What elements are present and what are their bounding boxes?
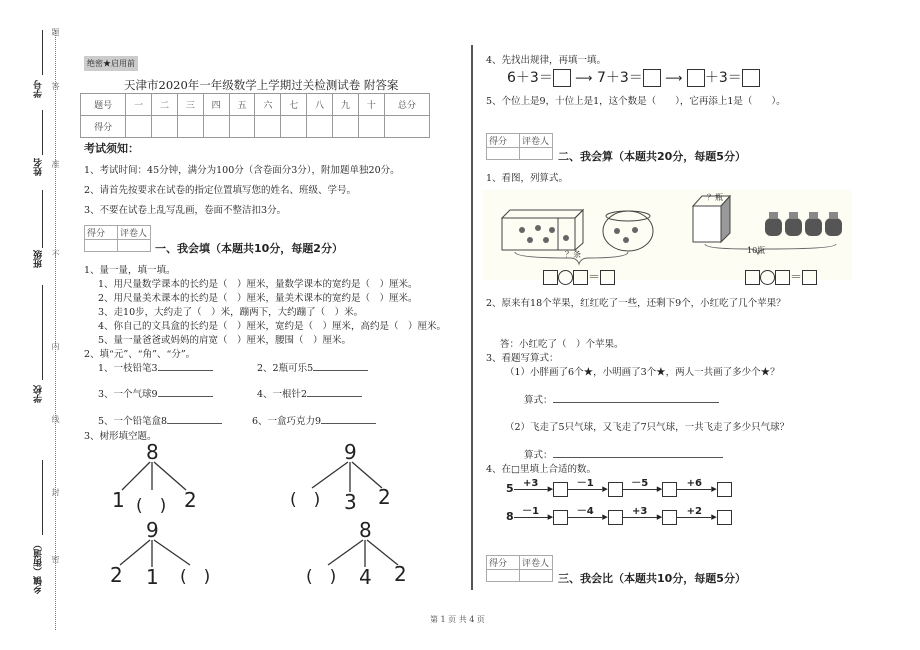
tree-node: 2 <box>184 488 197 512</box>
formula-line[interactable]: 算式： <box>524 392 719 406</box>
field-name-label: 姓名 <box>34 158 44 176</box>
page-title: 天津市2020年一年级数学上学期过关检测试卷 附答案 <box>124 78 399 92</box>
answer-box[interactable] <box>643 69 661 87</box>
tree-node: 8 <box>359 518 372 542</box>
table-cell: 五 <box>229 94 255 116</box>
grader-reviewer-cell <box>520 570 553 582</box>
formula-line[interactable]: 算式： <box>524 447 723 461</box>
equation-blank[interactable]: ＝ <box>745 268 817 285</box>
tree-node: 3 <box>344 490 357 514</box>
grader-reviewer-label: 评卷人 <box>520 556 553 570</box>
tree-node: 4 <box>359 565 372 589</box>
fill-item: 5、一个铅笔盒8 <box>98 413 222 427</box>
field-school-label: 学校 <box>34 385 44 403</box>
question-text: 2、原来有18个苹果，红红吃了一些，还剩下9个，小红吃了几个苹果？ <box>486 298 786 309</box>
table-cell: 二 <box>152 94 178 116</box>
question-text: 3、树形填空题。 <box>84 431 157 442</box>
picture-label: 10瓶 <box>747 246 766 255</box>
seal-char: 准 <box>51 160 60 168</box>
question-item: 4、你自己的文具盒的长约是（ ）厘米，宽约是（ ）厘米，高约是（ ）厘米。 <box>98 321 447 332</box>
tree-blank[interactable]: ( ) <box>290 490 321 510</box>
question-item: （1）小胖画了6个★，小明画了3个★，两人一共画了多少个★？ <box>505 367 780 378</box>
equation-blank[interactable]: ＝ <box>543 268 615 285</box>
tree-blank[interactable]: ( ) <box>180 567 211 587</box>
answer-box[interactable] <box>742 69 760 87</box>
tree-node: 9 <box>344 440 357 464</box>
seal-char: 内 <box>51 342 60 350</box>
section-3-title: 三、我会比（本题共10分，每题5分） <box>558 572 746 585</box>
question-text: 4、先找出规律，再填一填。 <box>486 55 607 66</box>
confidential-badge: 绝密★启用前 <box>84 56 138 71</box>
table-cell: 九 <box>332 94 358 116</box>
table-cell: 八 <box>307 94 333 116</box>
tree-node: 2 <box>110 563 123 587</box>
table-cell: 十 <box>358 94 384 116</box>
number-chain-2: 8 －1 ▸ －4 ▸ +3 ▸ +2 ▸ <box>506 508 732 525</box>
notice-heading: 考试须知： <box>84 142 139 155</box>
tree-node: 1 <box>146 565 159 589</box>
table-cell: 三 <box>177 94 203 116</box>
answer-text: 答：小红吃了（ ）个苹果。 <box>500 339 624 350</box>
table-cell: 总分 <box>384 94 429 116</box>
question-text: 1、看图，列算式。 <box>486 173 569 184</box>
question-text: 3、看题写算式： <box>486 353 559 364</box>
tree-node: 9 <box>146 518 159 542</box>
question-item: 5、量一量爸爸或妈妈的肩宽（ ）厘米，腰围（ ）厘米。 <box>98 335 352 346</box>
grader-reviewer-cell <box>520 148 553 160</box>
question-text: 5、个位上是9，十位上是1，这个数是（ ），它再添上1是（ ）。 <box>486 96 786 107</box>
fill-item: 3、一个气球9 <box>98 386 213 400</box>
grader-score-cell <box>487 570 520 582</box>
table-cell: 题号 <box>81 94 126 116</box>
section-2-title: 二、我会算（本题共20分，每题5分） <box>558 150 746 163</box>
field-town-label: 乡镇（街道） <box>34 540 44 594</box>
seal-char: 线 <box>51 415 60 423</box>
notice-item: 2、请首先按要求在试卷的指定位置填写您的姓名、班级、学号。 <box>84 185 357 196</box>
seal-char: 不 <box>51 250 60 258</box>
answer-box[interactable] <box>687 69 705 87</box>
question-text: 2、填“元”、“角”、“分”。 <box>84 349 196 360</box>
question-item: 2、用尺量美术课本的长约是（ ）厘米，量美术课本的宽约是（ ）厘米。 <box>98 293 418 304</box>
grader-reviewer-label: 评卷人 <box>118 226 151 240</box>
table-cell: 七 <box>281 94 307 116</box>
question-text: 1、量一量，填一填。 <box>84 265 176 276</box>
tree-blank[interactable]: ( ) <box>306 567 337 587</box>
grader-box <box>486 555 553 582</box>
column-divider <box>471 45 473 590</box>
seal-char: 封 <box>51 488 60 496</box>
table-cell: 六 <box>255 94 281 116</box>
tree-node: 1 <box>112 488 125 512</box>
table-cell: 四 <box>203 94 229 116</box>
grader-box <box>486 133 553 160</box>
question-text: 4、在□里填上合适的数。 <box>486 464 597 475</box>
field-class-label: 班级 <box>34 250 44 268</box>
tree-blank[interactable]: ( ) <box>136 496 167 516</box>
notice-item: 1、考试时间：45分钟，满分为100分（含卷面分3分），附加题单独20分。 <box>84 165 400 176</box>
picture-label: ？条 <box>565 250 581 259</box>
tree-node: 2 <box>394 562 407 586</box>
question-item: 3、走10步，大约走了（ ）米，蹦两下，大约蹦了（ ）米。 <box>98 307 364 318</box>
tree-node: 8 <box>146 440 159 464</box>
question-item: 1、用尺量数学课本的长约是（ ）厘米，量数学课本的宽约是（ ）厘米。 <box>98 279 418 290</box>
number-chain-1: 5 +3 ▸ －1 ▸ －5 ▸ +6 ▸ <box>506 480 732 497</box>
grader-score-cell <box>487 148 520 160</box>
page-footer: 第 1 页 共 4 页 <box>430 615 485 624</box>
notice-item: 3、不要在试卷上乱写乱画，卷面不整洁扣3分。 <box>84 205 287 216</box>
seal-char: 密 <box>51 555 60 563</box>
fill-item: 6、一盒巧克力9 <box>252 413 376 427</box>
picture-label: ？瓶 <box>707 193 723 202</box>
grader-reviewer-label: 评卷人 <box>520 134 553 148</box>
section-1-title: 一、我会填（本题共10分，每题2分） <box>155 242 343 255</box>
seal-char: 答 <box>51 82 60 90</box>
seal-char: 题 <box>51 28 60 36</box>
field-student-id-label: 学号 <box>34 80 44 98</box>
answer-box[interactable] <box>553 69 571 87</box>
fill-item: 1、一枝铅笔3 <box>98 360 213 374</box>
question-item: （2）飞走了5只气球，又飞走了7只气球，一共飞走了多少只气球？ <box>505 422 790 433</box>
fill-item: 2、2瓶可乐5 <box>257 360 368 374</box>
table-cell: 一 <box>126 94 152 116</box>
tree-node: 2 <box>378 485 391 509</box>
table-cell: 得分 <box>81 116 126 138</box>
fill-item: 4、一根针2 <box>257 386 362 400</box>
grader-score-label: 得分 <box>85 226 118 240</box>
grader-score-label: 得分 <box>487 134 520 148</box>
pattern-equation: 6＋3＝ ⟶ 7＋3＝ ⟶ ＋3＝ <box>507 67 760 87</box>
grader-score-label: 得分 <box>487 556 520 570</box>
